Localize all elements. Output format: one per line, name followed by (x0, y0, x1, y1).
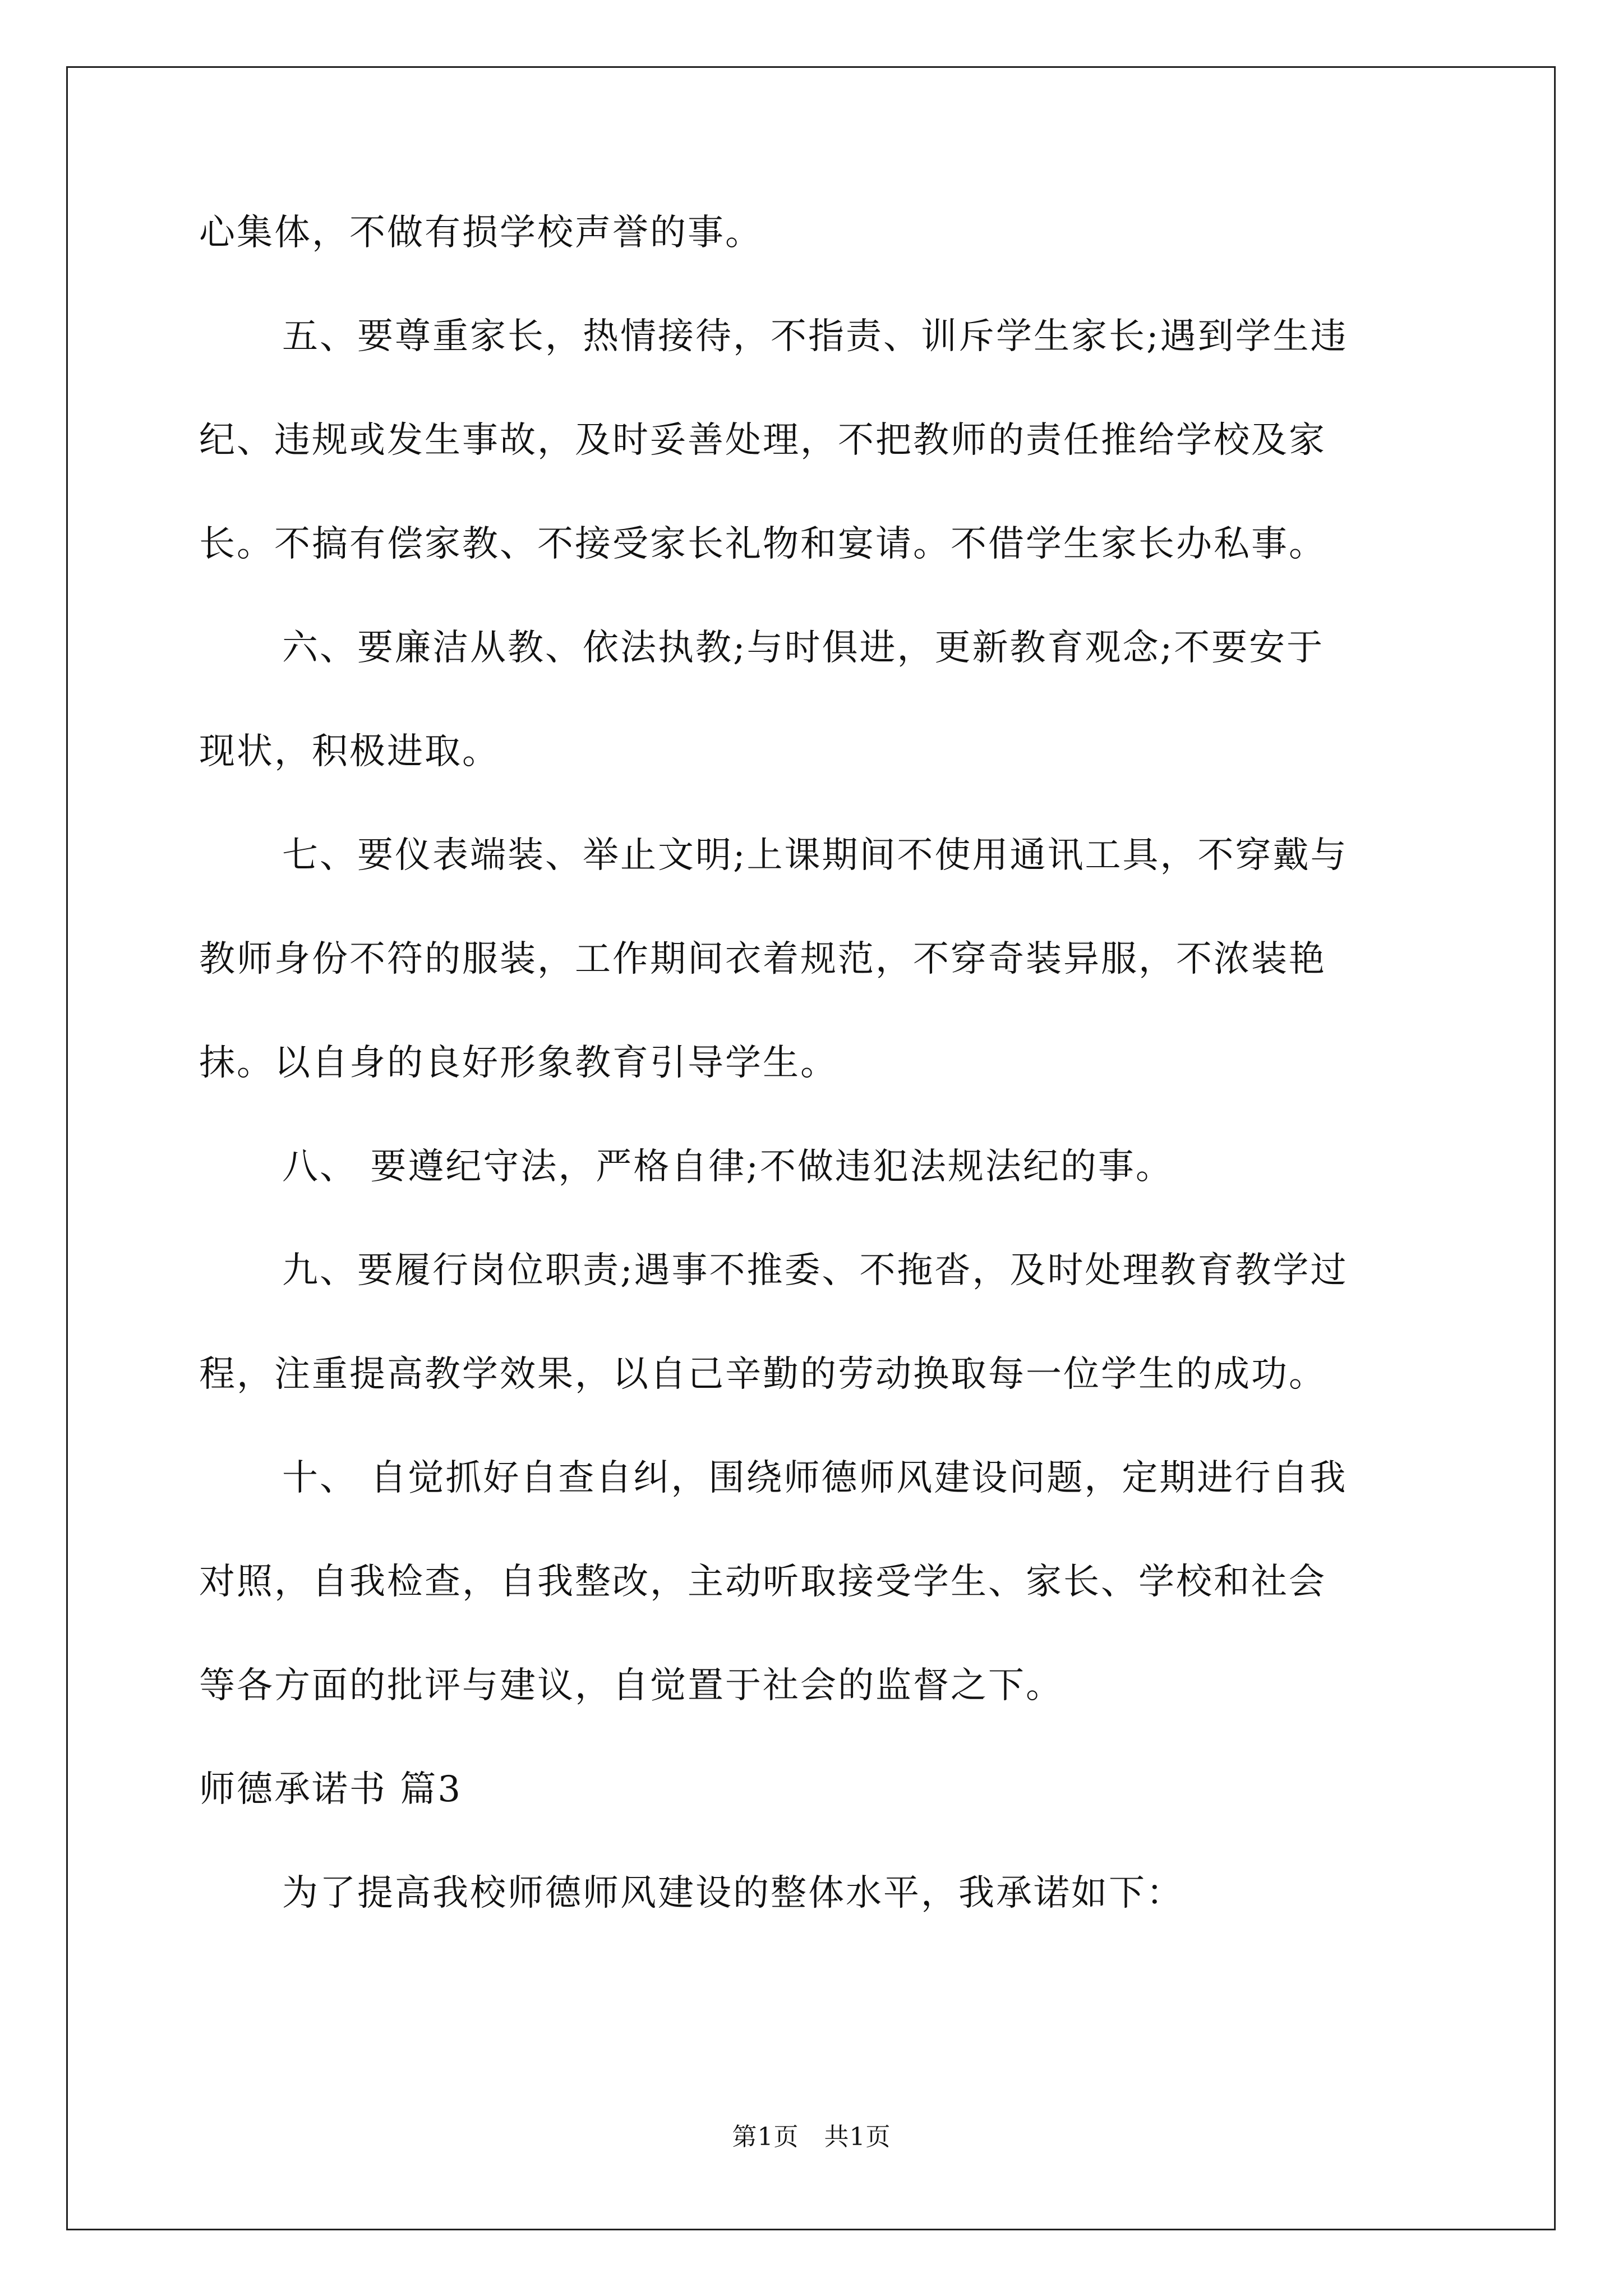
item-10-line-3: 等各方面的批评与建议，自觉置于社会的监督之下。 (199, 1665, 1063, 1706)
item-10-line-1: 十、 自觉抓好自查自纠，围绕师德师风建设问题，定期进行自我 (282, 1457, 1348, 1499)
item-10-line-2: 对照，自我检查，自我整改，主动听取接受学生、家长、学校和社会 (199, 1561, 1326, 1603)
item-9-line-1: 九、要履行岗位职责;遇事不推委、不拖沓，及时处理教育教学过 (282, 1250, 1348, 1291)
item-5-line-2: 纪、违规或发生事故，及时妥善处理，不把教师的责任推给学校及家 (199, 420, 1326, 461)
item-7-line-3: 抹。以自身的良好形象教育引导学生。 (199, 1042, 838, 1084)
item-5-line-1: 五、要尊重家长，热情接待，不指责、训斥学生家长;遇到学生违 (282, 316, 1348, 357)
item-6-line-2: 现状，积极进取。 (199, 731, 500, 772)
item-7-line-1: 七、要仪表端装、举止文明;上课期间不使用通讯工具，不穿戴与 (282, 835, 1348, 876)
page-footer: 第1页 共1页 (732, 2123, 891, 2151)
intro-line: 为了提高我校师德师风建设的整体水平，我承诺如下： (282, 1872, 1184, 1914)
text-line-1: 心集体，不做有损学校声誉的事。 (199, 212, 763, 254)
item-5-line-3: 长。不搞有偿家教、不接受家长礼物和宴请。不借学生家长办私事。 (199, 523, 1326, 565)
section-heading: 师德承诺书 篇3 (199, 1769, 463, 1810)
item-6-line-1: 六、要廉洁从教、依法执教;与时俱进，更新教育观念;不要安于 (282, 627, 1325, 669)
item-8-line-1: 八、 要遵纪守法，严格自律;不做违犯法规法纪的事。 (282, 1146, 1173, 1188)
item-9-line-2: 程，注重提高教学效果，以自己辛勤的劳动换取每一位学生的成功。 (199, 1354, 1326, 1395)
item-7-line-2: 教师身份不符的服装，工作期间衣着规范，不穿奇装异服，不浓装艳 (199, 938, 1326, 980)
